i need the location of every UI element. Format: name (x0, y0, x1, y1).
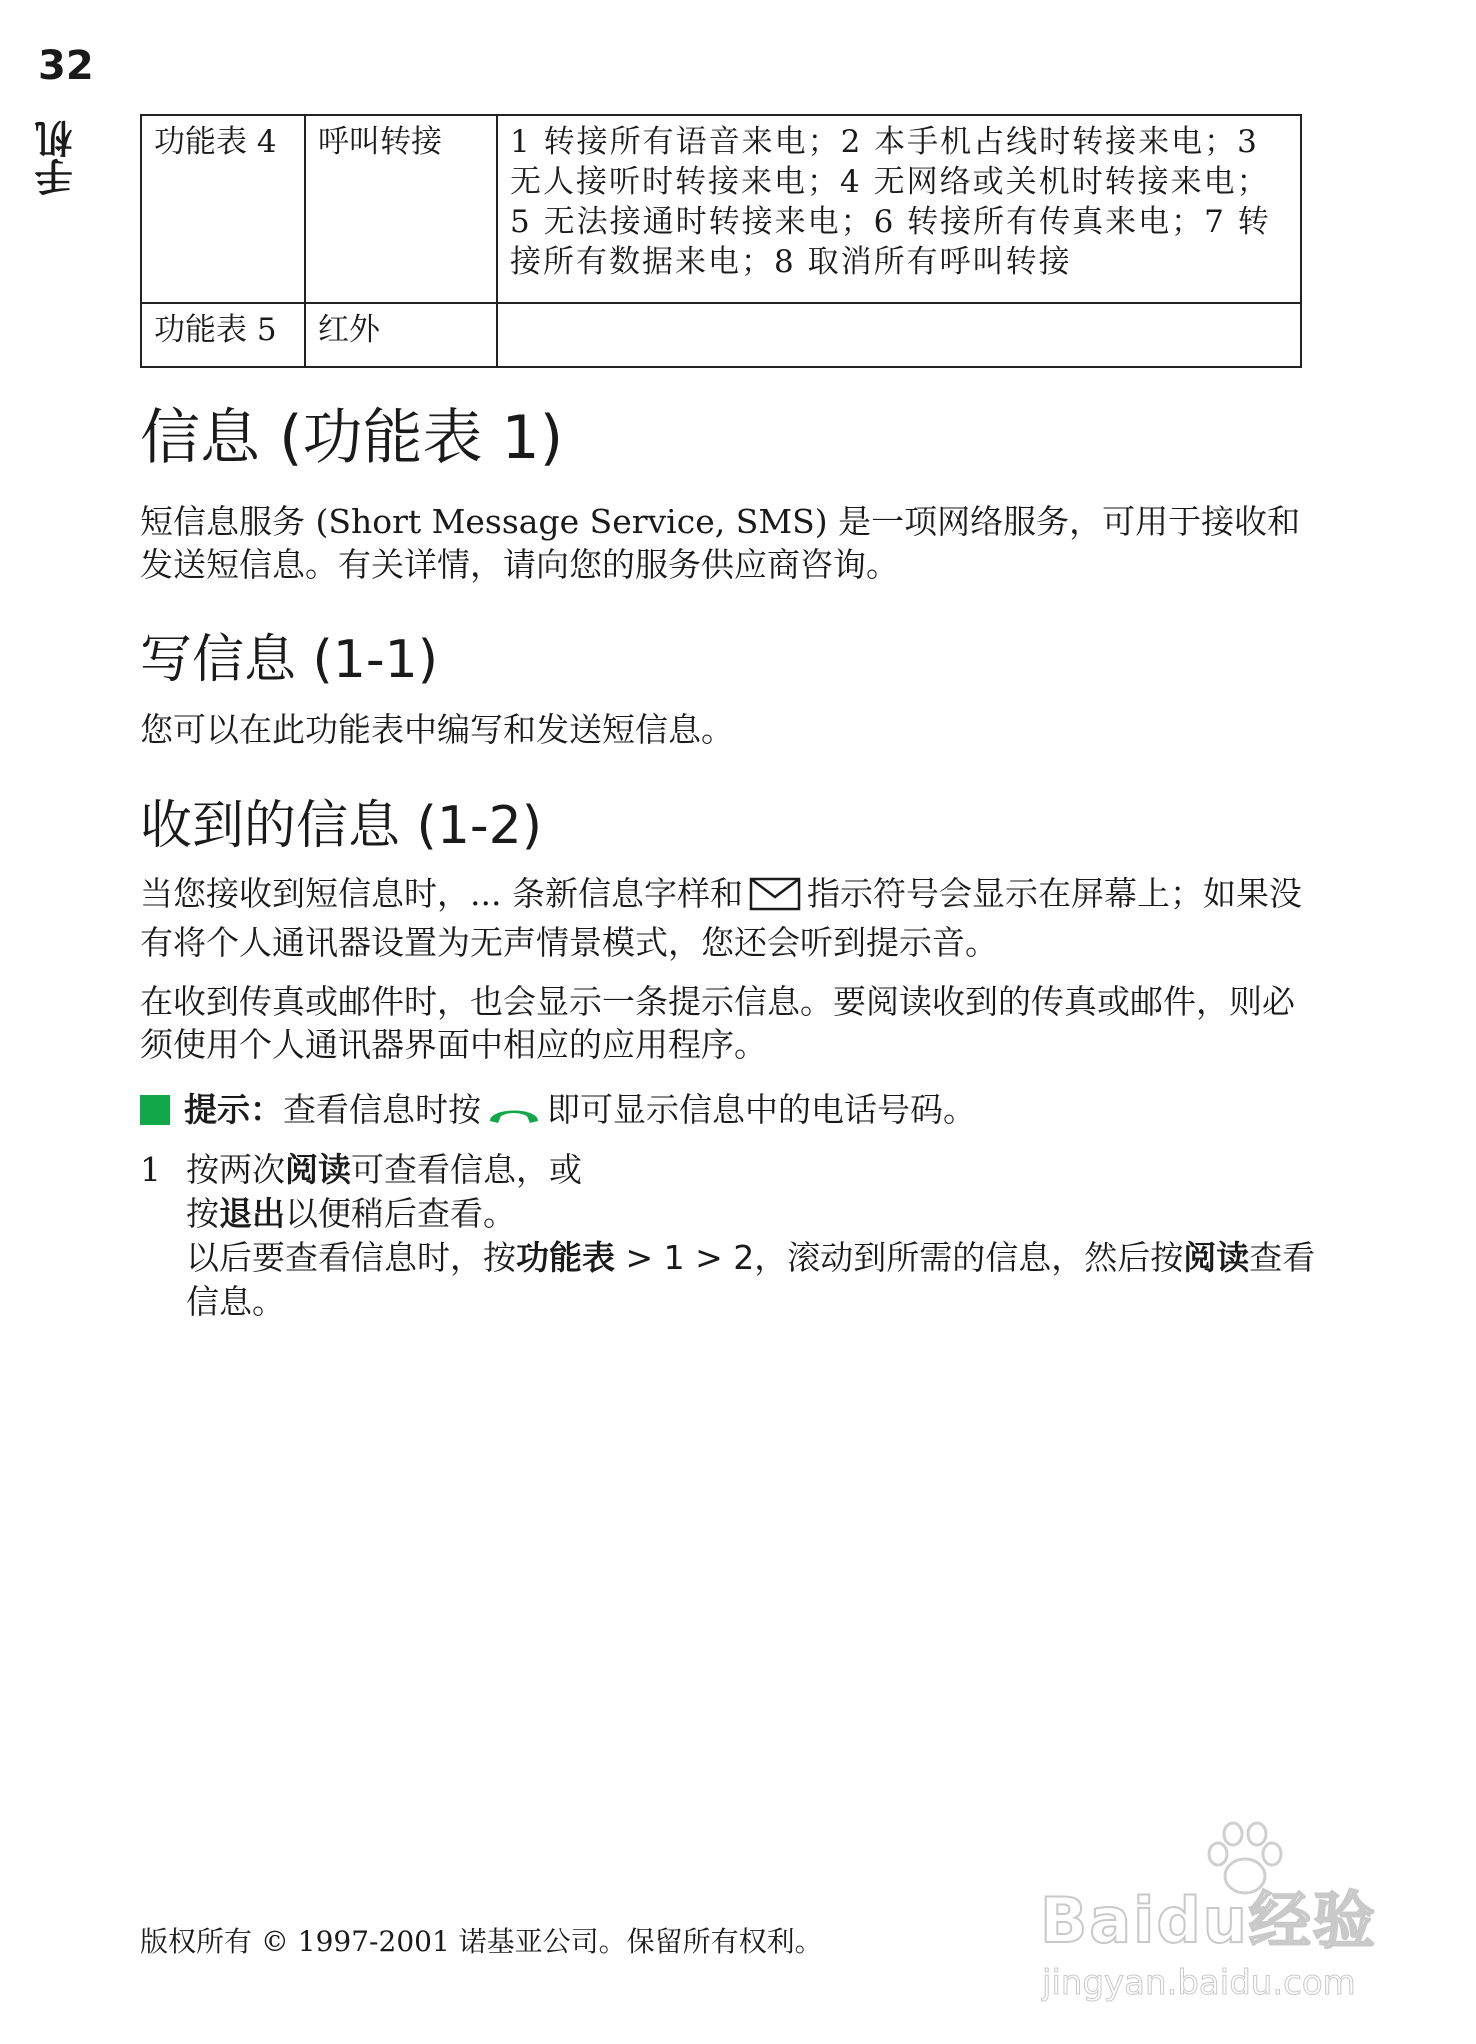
step-line-1 (186, 1148, 1320, 1192)
softkey-read-label: 阅读 (285, 1150, 351, 1189)
tip-label: 提示： (184, 1090, 283, 1129)
step-text: 可查看信息，或 (351, 1150, 582, 1189)
table-row (141, 115, 1301, 303)
step-line-2 (186, 1192, 1320, 1236)
watermark-url: jingyan.baidu.com (1042, 1963, 1356, 2003)
step-number: 1 (140, 1150, 161, 1189)
section-title-inbox: 收到的信息 (1-2) (140, 796, 543, 856)
step-text: 查看信息。 (186, 1238, 1316, 1321)
inbox-paragraph-1-text-b: 指示符号会显示在屏幕上；如果没有将个人通讯器设置为无声情景模式，您还会听到提示音。 (140, 874, 1302, 962)
step-text: 按两次 (186, 1150, 285, 1189)
copyright-footer: 版权所有 © 1997-2001 诺基亚公司。保留所有权利。 (140, 1925, 823, 1958)
step-line-3 (186, 1236, 1320, 1324)
watermark-brand: Baidu经验 (1040, 1884, 1377, 1957)
tip-marker-icon (140, 1095, 170, 1125)
step-text: 以便稍后查看。 (285, 1194, 516, 1233)
table-cell-description (497, 303, 1301, 367)
messages-intro-paragraph: 短信息服务 (Short Message Service, SMS) 是一项网络服务，可用于接收和发送短信息。有关详情，请向您的服务供应商咨询。 (140, 502, 1301, 584)
table-cell-name: 红外 (305, 303, 497, 367)
table-cell-name: 呼叫转接 (305, 115, 497, 303)
inbox-paragraph-1-text-a: 当您接收到短信息时，... 条新信息字样和 (140, 874, 743, 913)
table-cell-menu: 功能表 4 (141, 115, 305, 303)
step-text: 按 (186, 1194, 219, 1233)
table-cell-description: 1 转接所有语音来电；2 本手机占线时转接来电；3 无人接听时转接来电；4 无网络或关机时转接来电；5 无法接通时转接来电；6 转接所有传真来电；7 转接所有数据来电；8 取消所有呼叫转接 (497, 115, 1301, 303)
step-body (186, 1148, 1320, 1324)
step-text: ，滚动到所需的信息，然后按 (754, 1238, 1184, 1277)
section-title-messages: 信息 (功能表 1) (140, 403, 564, 473)
write-paragraph: 您可以在此功能表中编写和发送短信息。 (140, 710, 734, 749)
table-row (141, 303, 1301, 367)
page-number: 32 (38, 43, 94, 89)
section-title-write: 写信息 (1-1) (140, 630, 439, 690)
softkey-exit-label: 退出 (219, 1194, 285, 1233)
inbox-paragraph-2: 在收到传真或邮件时，也会显示一条提示信息。要阅读收到的传真或邮件，则必须使用个人通讯器界面中相应的应用程序。 (140, 982, 1295, 1064)
inbox-paragraph-1 (140, 872, 1320, 964)
baidu-watermark (1040, 1820, 1440, 2010)
tip-text-b: 即可显示信息中的电话号码。 (547, 1090, 976, 1129)
softkey-menu-label: 功能表 (516, 1238, 615, 1277)
function-table (140, 114, 1302, 368)
step-text: 以后要查看信息时，按 (186, 1238, 516, 1277)
softkey-read-label: 阅读 (1183, 1238, 1250, 1277)
menu-path: > 1 > 2 (615, 1238, 755, 1277)
green-call-key-icon (487, 1094, 541, 1137)
table-cell-menu: 功能表 5 (141, 303, 305, 367)
step-list (140, 1148, 1320, 1324)
envelope-icon (749, 877, 801, 921)
chapter-side-label: 手机 (35, 120, 79, 196)
tip-line (140, 1088, 976, 1137)
tip-text-a: 查看信息时按 (283, 1090, 481, 1129)
